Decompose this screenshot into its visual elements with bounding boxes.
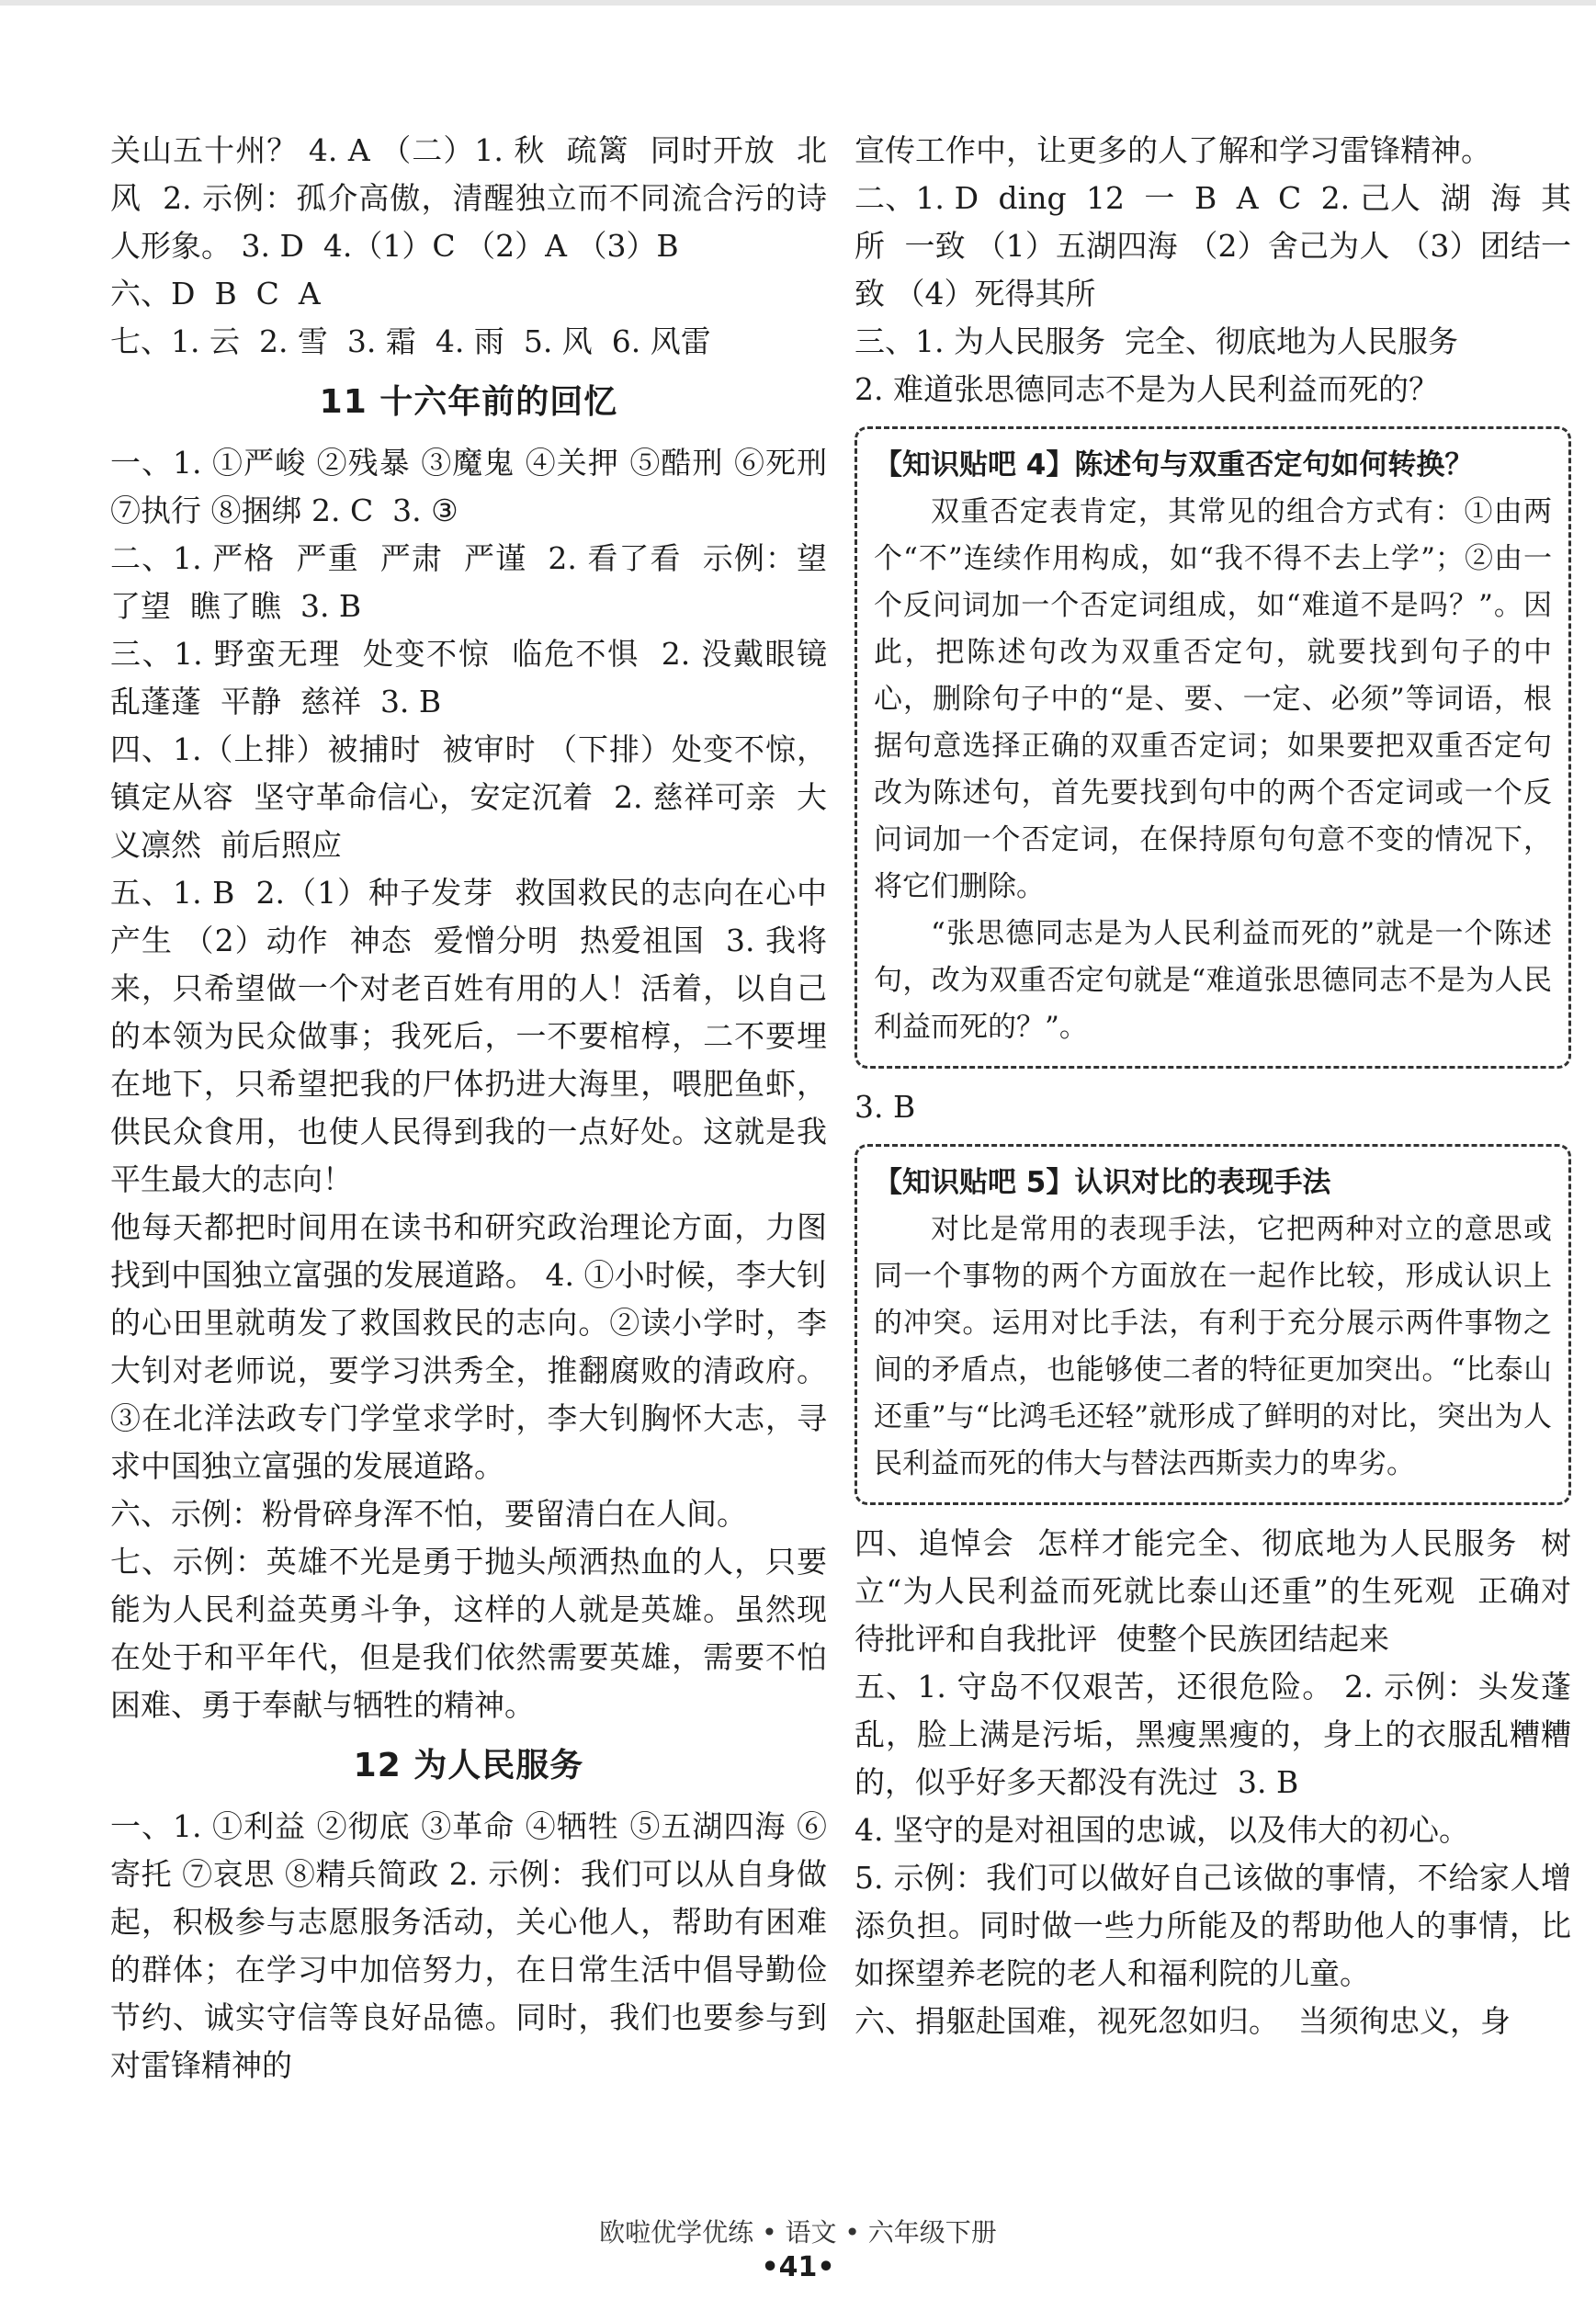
answer-line: 四、追悼会 怎样才能完全、彻底地为人民服务 树立“为人民利益而死就比泰山还重”的生死观 正确对待批评和自我批评 使整个民族团结起来	[855, 1525, 1571, 1657]
tip-paragraph: 双重否定表肯定，其常见的组合方式有：①由两个“不”连续作用构成，如“我不得不去上学”；②由一个反问词加一个否定词组成，如“难道不是吗？”。因此，把陈述句改为双重否定句，就要找到句子的中心，删除句子中的“是、要、一定、必须”等词语，根据句意选择正确的双重否定词；如果要把双重否定句改为陈述句，首先要找到句中的两个否定词或一个反问词加一个否定词，在保持原句句意不变的情况下，将它们删除。	[874, 495, 1552, 903]
answer-line: 六、示例：粉骨碎身浑不怕，要留清白在人间。	[110, 1496, 747, 1532]
page-number: •41•	[761, 2251, 835, 2283]
tip-paragraph: 对比是常用的表现手法，它把两种对立的意思或同一个事物的两个方面放在一起作比较，形成认识上的冲突。运用对比手法，有利于充分展示两件事物之间的矛盾点，也能够使二者的特征更加突出。“比泰山还重”与“比鸿毛还轻”就形成了鲜明的对比，突出为人民利益而死的伟大与替法西斯卖力的卑劣。	[874, 1213, 1552, 1480]
answer-line: 5. 示例：我们可以做好自己该做的事情，不给家人增添负担。同时做一些力所能及的帮助他人的事情，比如探望养老院的老人和福利院的儿童。	[855, 1860, 1571, 1991]
answer-line: 三、1. 野蛮无理 处变不惊 临危不惧 2. 没戴眼镜 乱蓬蓬 平静 慈祥 3. B	[110, 636, 846, 719]
answer-line: 七、1. 云 2. 雪 3. 霜 4. 雨 5. 风 6. 风雷	[110, 323, 711, 359]
left-column	[110, 127, 846, 2089]
knowledge-tip-4	[855, 426, 1571, 1069]
section-title-11: 11 十六年前的回忆	[319, 383, 618, 421]
answer-line: 三、1. 为人民服务 完全、彻底地为人民服务	[855, 323, 1458, 359]
tip-heading: 【知识贴吧 5】认识对比的表现手法	[874, 1166, 1331, 1199]
answer-line: 3. B	[855, 1089, 916, 1125]
answer-line: 七、示例：英雄不光是勇于抛头颅洒热血的人，只要能为人民利益英勇斗争，这样的人就是英雄。虽然现在处于和平年代，但是我们依然需要英雄，需要不怕困难、勇于奉献与牺牲的精神。	[110, 1544, 827, 1723]
knowledge-tip-5	[855, 1144, 1571, 1505]
tip-paragraph: “张思德同志是为人民利益而死的”就是一个陈述句，改为双重否定句就是“难道张思德同志不是为人民利益而死的？”。	[874, 917, 1552, 1044]
answer-line: 五、1. 守岛不仅艰苦，还很危险。 2. 示例：头发蓬乱，脸上满是污垢，黑瘦黑瘦的，身上的衣服乱糟糟的，似乎好多天都没有洗过 3. B	[855, 1669, 1571, 1800]
right-column	[855, 127, 1571, 2045]
answer-line: 四、1.（上排）被捕时 被审时 （下排）处变不惊，镇定从容 坚守革命信心，安定沉着 2. 慈祥可亲 大义凛然 前后照应	[110, 731, 827, 863]
answer-line: 4. 坚守的是对祖国的忠诚，以及伟大的初心。	[855, 1812, 1469, 1848]
answer-line: 宣传工作中，让更多的人了解和学习雷锋精神。	[855, 132, 1491, 168]
answer-line: 一、1. ①严峻 ②残暴 ③魔鬼 ④关押 ⑤酷刑 ⑥死刑 ⑦执行 ⑧捆绑 2. C 3. ③	[110, 445, 837, 528]
section-title-12: 12 为人民服务	[353, 1747, 584, 1784]
top-rule	[0, 0, 1596, 6]
answer-line: 六、D B C A	[110, 276, 321, 311]
answer-line: 二、1. D ding 12 一 B A C 2. 己人 湖 海 其所 一致 （1）五湖四海 （2）舍己为人 （3）团结一致 （4）死得其所	[855, 180, 1571, 311]
answer-line: 五、1. B 2.（1）种子发芽 救国救民的志向在心中产生 （2）动作 神态 爱憎分明 热爱祖国 3. 我将来，只希望做一个对老百姓有用的人！活着，以自己的本领为民众做事；我死后，一不要棺椁，二不要埋在地下，只希望把我的尸体扔进大海里，喂肥鱼虾，供民众食用，也使人民得到我的一点好处。这就是我平生最大的志向！	[110, 875, 827, 1197]
answer-line: 二、1. 严格 严重 严肃 严谨 2. 看了看 示例：望了望 瞧了瞧 3. B	[110, 540, 827, 624]
footer-series: 欧啦优学优练 • 语文 • 六年级下册	[599, 2217, 997, 2248]
answer-line: 他每天都把时间用在读书和研究政治理论方面，力图找到中国独立富强的发展道路。 4. ①小时候，李大钊的心田里就萌发了救国救民的志向。②读小学时，李大钊对老师说，要学习洪秀全，推翻腐败的清政府。③在北洋法政专门学堂求学时，李大钊胸怀大志，寻求中国独立富强的发展道路。	[110, 1209, 827, 1484]
tip-heading: 【知识贴吧 4】陈述句与双重否定句如何转换？	[874, 448, 1474, 481]
answer-line: 关山五十州？ 4. A （二）1. 秋 疏篱 同时开放 北风 2. 示例：孤介高傲，清醒独立而不同流合污的诗人形象。 3. D 4.（1）C （2）A （3）B	[110, 132, 827, 264]
answer-line: 一、1. ①利益 ②彻底 ③革命 ④牺牲 ⑤五湖四海 ⑥寄托 ⑦哀思 ⑧精兵简政 2. 示例：我们可以从自身做起，积极参与志愿服务活动，关心他人，帮助有困难的群体；在学习中加倍努力，在日常生活中倡导勤俭节约、诚实守信等良好品德。同时，我们也要参与到对雷锋精神的	[110, 1808, 827, 2083]
answer-line: 2. 难道张思德同志不是为人民利益而死的？	[855, 371, 1439, 407]
answer-line: 六、捐躯赴国难，视死忽如归。 当须徇忠义，身	[855, 2003, 1511, 2039]
